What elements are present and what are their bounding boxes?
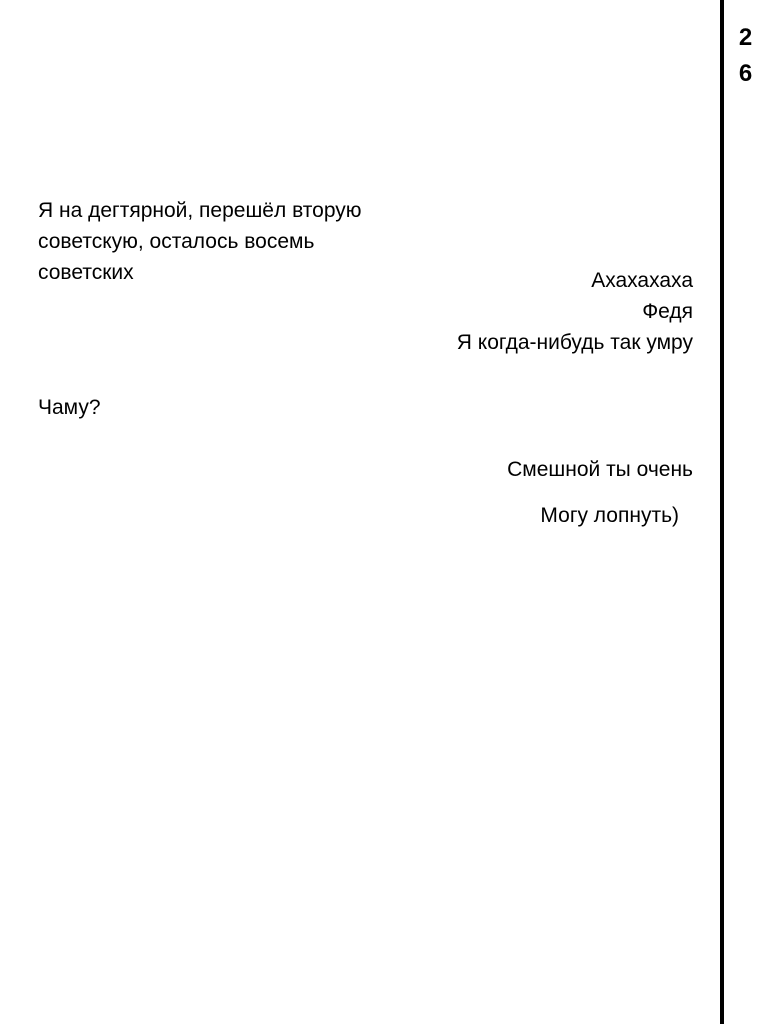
message-line: Смешной ты очень xyxy=(507,458,693,481)
right-message-block xyxy=(457,265,693,358)
message-line: Ахахахаха xyxy=(591,269,693,292)
message-line: Могу лопнуть) xyxy=(540,504,679,527)
right-message-block xyxy=(540,500,679,531)
page-number-digit: 2 xyxy=(738,24,753,51)
message-line: советских xyxy=(38,261,134,284)
right-message-block xyxy=(507,454,693,485)
left-message-block xyxy=(38,392,101,423)
message-line: Я на дегтярной, перешёл вторую xyxy=(38,199,362,222)
margin-rule-line xyxy=(720,0,724,1024)
page-number xyxy=(724,20,767,92)
message-line: Чаму? xyxy=(38,396,101,419)
left-message-block xyxy=(38,195,362,288)
message-line: Я когда-нибудь так умру xyxy=(456,331,693,354)
message-line: советскую, осталось восемь xyxy=(38,230,315,253)
message-line: Федя xyxy=(642,300,693,323)
page-number-digit: 6 xyxy=(738,60,753,87)
